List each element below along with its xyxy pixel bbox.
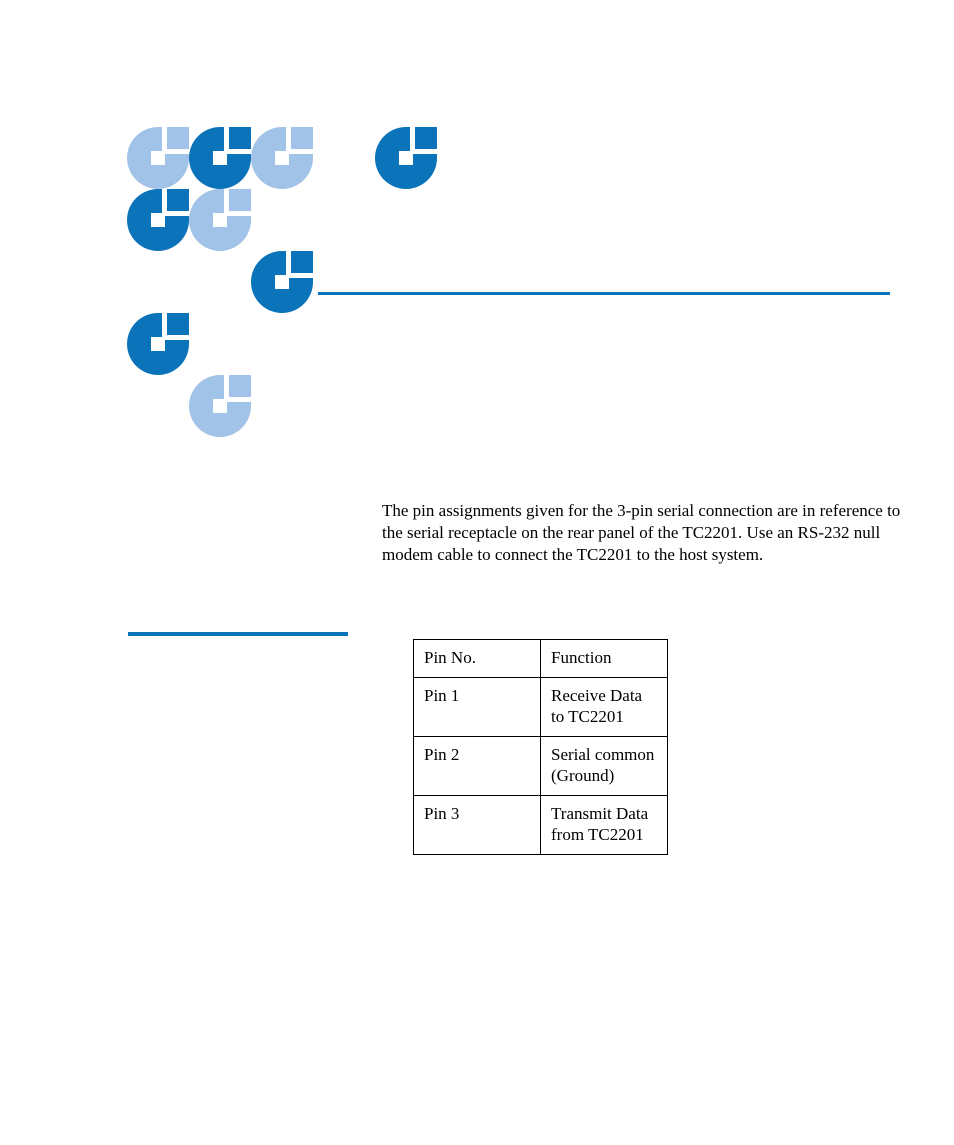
body-paragraph: The pin assignments given for the 3-pin serial connection are in reference to the serial receptacle on the rear panel of the TC2201. Use an RS-232 null modem cable to connect the TC2201 to the host system. [382,501,901,564]
section-heading-rule [128,632,348,636]
table-row [414,737,668,796]
table-header-cell: Function [541,640,668,678]
quantum-logo-icon [0,0,954,470]
table-cell: Pin 2 [414,737,541,796]
table-cell: Transmit Data from TC2201 [541,796,668,855]
table-header-cell: Pin No. [414,640,541,678]
table-cell: Receive Data to TC2201 [541,678,668,737]
table-cell: Pin 1 [414,678,541,737]
pin-assignment-table [413,639,668,855]
table-row [414,796,668,855]
table-cell: Pin 3 [414,796,541,855]
quantum-logo-cluster [0,0,954,470]
table-row [414,678,668,737]
table-cell: Serial common (Ground) [541,737,668,796]
chapter-title-rule [318,292,890,295]
table-header-row [414,640,668,678]
